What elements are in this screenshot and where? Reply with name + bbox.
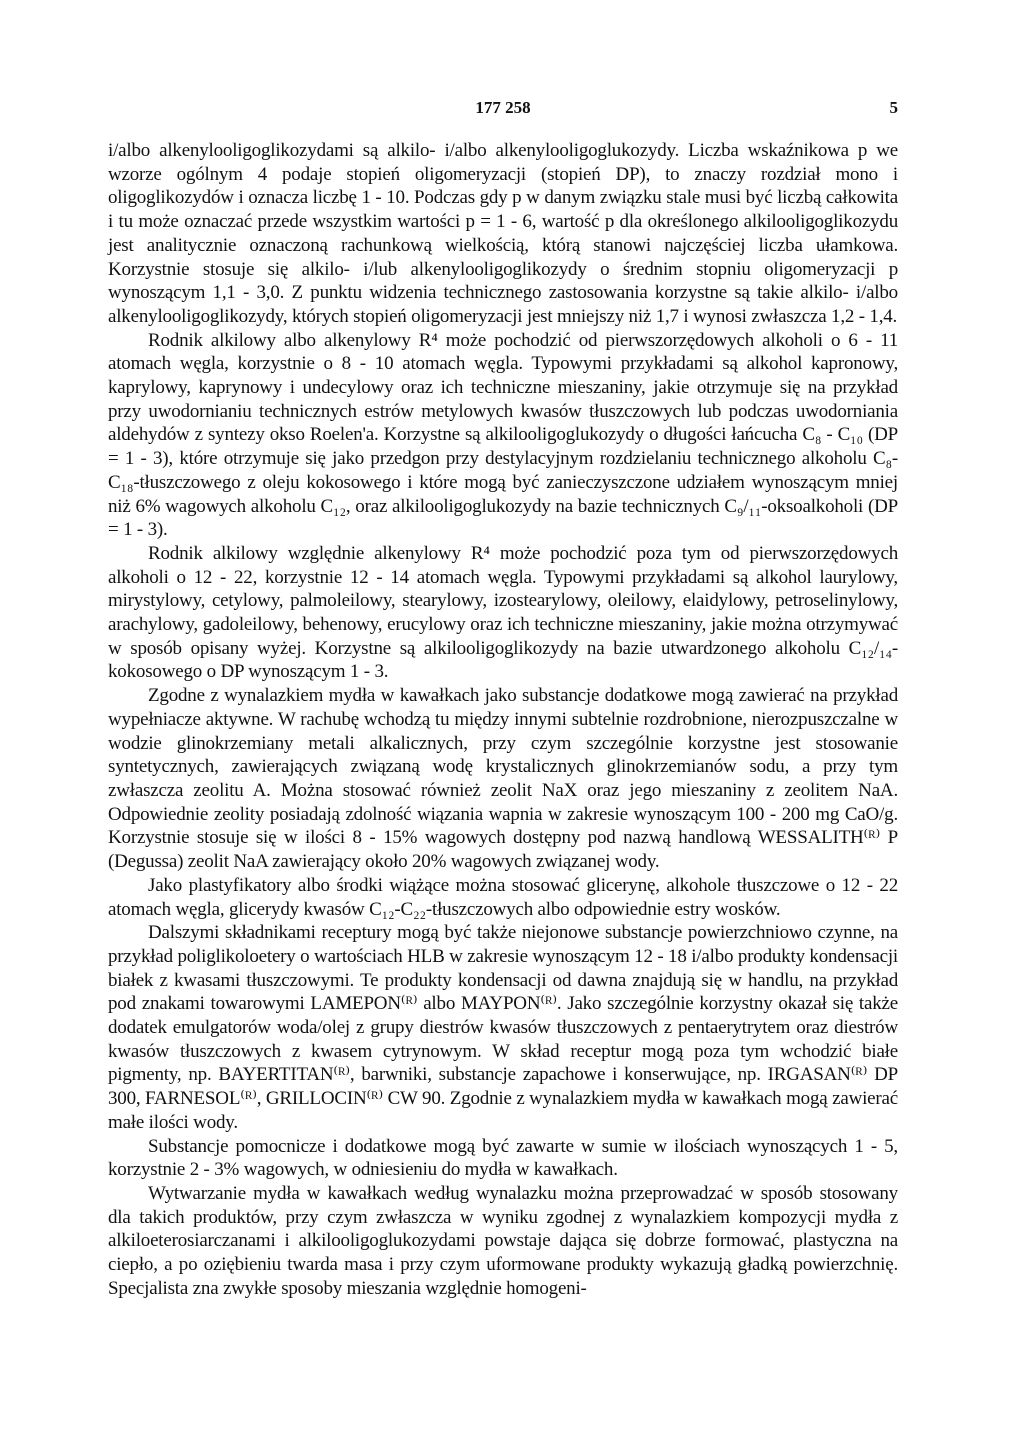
paragraph: i/albo alkenylooligoglikozydami są alkilo- i/albo alkenylooligoglukozydy. Liczba wskaźnikowa p we wzorze ogólnym 4 podaje stopień oligomeryzacji (stopień DP), to znaczy rozdział mono i oligoglikozydów i oznacza liczbę 1 - 10. Podczas gdy p w danym związku stale musi być liczbą całkowita i tu może oznaczać przede wszystkim wartości p = 1 - 6, wartość p dla określonego alkilooligoglikozydu jest analitycznie oznaczoną rachunkową wielkością, którą stanowi najczęściej liczba ułamkowa. Korzystnie stosuje się alkilo- i/lub alkenylooligoglikozydy o średnim stopniu oligomeryzacji p wynoszącym 1,1 - 3,0. Z punktu widzenia technicznego zastosowania korzystne są takie alkilo- i/albo alkenylooligoglikozydy, których stopień oligomeryzacji jest mniejszy niż 1,7 i wynosi zwłaszcza 1,2 - 1,4. (108, 140, 898, 327)
paragraph: Wytwarzanie mydła w kawałkach według wynalazku można przeprowadzać w sposób stosowany dla takich produktów, przy czym zwłaszcza w wyniku zgodnej z wynalazkiem kompozycji mydła z alkiloeterosiarczanami i alkilooligoglukozydami powstaje dająca się dobrze formować, plastyczna na ciepło, a po oziębieniu twarda masa i przy czym uformowane produkty wykazują gładką powierzchnię. Specjalista zna zwykłe sposoby mieszania względnie homogeni- (108, 1182, 898, 1299)
paragraph: Dalszymi składnikami receptury mogą być także niejonowe substancje powierzchniowo czynne, na przykład poliglikoloetery o wartościach HLB w zakresie wynoszącym 12 - 18 i/albo produkty kondensacji białek z kwasami tłuszczowymi. Te produkty kondensacji od dawna znajdują się w handlu, na przykład pod znakami towarowymi LAMEPON⁽ᴿ⁾ albo MAYPON⁽ᴿ⁾. Jako szczególnie korzystny okazał się także dodatek emulgatorów woda/olej z grupy diestrów kwasów tłuszczowych z pentaerytrytem oraz diestrów kwasów tłuszczowych z kwasem cytrynowym. W skład receptur mogą poza tym wchodzić białe pigmenty, np. BAYERTITAN⁽ᴿ⁾, barwniki, substancje zapachowe i konserwujące, np. IRGASAN⁽ᴿ⁾ DP 300, FARNESOL⁽ᴿ⁾, GRILLOCIN⁽ᴿ⁾ CW 90. Zgodnie z wynalazkiem mydła w kawałkach mogą zawierać małe ilości wody. (108, 922, 898, 1133)
paragraph: Rodnik alkilowy albo alkenylowy R⁴ może pochodzić od pierwszorzędowych alkoholi o 6 - 11 atomach węgla, korzystnie o 8 - 10 atomach węgla. Typowymi przykładami są alkohol kapronowy, kaprylowy, kaprynowy i undecylowy oraz ich techniczne mieszaniny, jakie otrzymuje się na przykład przy uwodornianiu technicznych estrów metylowych kwasów tłuszczowych lub podczas uwodorniania aldehydów z syntezy okso Roelen'a. Korzystne są alkilooligoglukozydy o długości łańcucha C₈ - C₁₀ (DP = 1 - 3), które otrzymuje się jako przedgon przy destylacyjnym rozdzielaniu technicznego alkoholu C₈-C₁₈-tłuszczowego z oleju kokosowego i które mogą być zanieczyszczone udziałem wynoszącym mniej niż 6% wagowych alkoholu C₁₂, oraz alkilooligoglukozydy na bazie technicznych C₉/₁₁-oksoalkoholi (DP = 1 - 3). (108, 329, 898, 541)
paragraph: Substancje pomocnicze i dodatkowe mogą być zawarte w sumie w ilościach wynoszących 1 - 5, korzystnie 2 - 3% wagowych, w odniesieniu do mydła w kawałkach. (108, 1135, 898, 1181)
page-header (108, 98, 898, 122)
paragraph: Jako plastyfikatory albo środki wiążące można stosować glicerynę, alkohole tłuszczowe o 12 - 22 atomach węgla, glicerydy kwasów C₁₂-C₂₂-tłuszczowych albo odpowiednie estry wosków. (108, 874, 898, 920)
paragraph: Zgodne z wynalazkiem mydła w kawałkach jako substancje dodatkowe mogą zawierać na przykład wypełniacze aktywne. W rachubę wchodzą tu między innymi subtelnie rozdrobnione, nierozpuszczalne w wodzie glinokrzemiany metali alkalicznych, przy czym szczególnie korzystne jest stosowanie syntetycznych, zawierających związaną wodę krystalicznych glinokrzemianów sodu, a przy tym zwłaszcza zeolitu A. Można stosować również zeolit NaX oraz jego mieszaniny z zeolitem NaA. Odpowiednie zeolity posiadają zdolność wiązania wapnia w zakresie wynoszącym 100 - 200 mg CaO/g. Korzystnie stosuje się w ilości 8 - 15% wagowych dostępny pod nazwą handlową WESSALITH⁽ᴿ⁾ P (Degussa) zeolit NaA zawierający około 20% wagowych związanej wody. (108, 685, 898, 873)
document-body (108, 139, 898, 1300)
patent-number: 177 258 (475, 98, 531, 117)
page-number: 5 (889, 98, 898, 117)
paragraph: Rodnik alkilowy względnie alkenylowy R⁴ może pochodzić poza tym od pierwszorzędowych alkoholi o 12 - 22, korzystnie 12 - 14 atomach węgla. Typowymi przykładami są alkohol laurylowy, mirystylowy, cetylowy, palmoleilowy, stearylowy, izostearylowy, oleilowy, elaidylowy, petroselinylowy, arachylowy, gadoleilowy, behenowy, erucylowy oraz ich techniczne mieszaniny, jakie można otrzymywać w sposób opisany wyżej. Korzystne są alkilooligoglikozydy na bazie utwardzonego alkoholu C₁₂/₁₄-kokosowego o DP wynoszącym 1 - 3. (108, 542, 898, 683)
